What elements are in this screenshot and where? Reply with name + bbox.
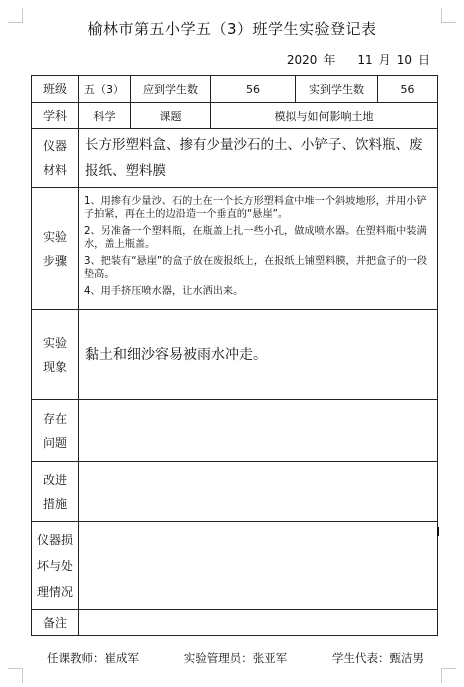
improvements-row <box>32 462 438 522</box>
equipment-label-line-2: 材料 <box>42 163 67 177</box>
manager-signature: 实验管理员：张亚军 <box>183 651 288 665</box>
equipment-label <box>32 129 79 188</box>
damage-label-line-1: 仪器损 <box>36 532 73 547</box>
corner-mark-bottom-left <box>8 668 23 683</box>
improvements-label-line-2: 措施 <box>42 496 67 511</box>
equipment-text: 长方形塑料盒、掺有少量沙石的土、小铲子、饮料瓶、废报纸、塑料膜 <box>79 129 438 188</box>
subject-row <box>32 103 438 129</box>
steps-row <box>32 188 438 310</box>
date-year: 2020 <box>286 53 318 67</box>
phenomenon-label <box>32 310 79 400</box>
class-value: 五（3） <box>79 76 131 103</box>
actual-students-value: 56 <box>378 76 438 103</box>
step-item: 4、用手挤压喷水器，让水洒出来。 <box>84 286 244 297</box>
subject-value: 科学 <box>79 103 131 129</box>
improvements-text <box>79 462 438 522</box>
document-title: 榆林市第五小学五（3）班学生实验登记表 <box>87 20 377 38</box>
remarks-text <box>79 610 438 636</box>
date-month: 11 <box>357 53 373 67</box>
teacher-signature: 任课教师：崔成军 <box>47 651 139 665</box>
signature-footer <box>47 650 424 666</box>
experiment-record-table <box>31 75 438 636</box>
damage-label-line-3: 理情况 <box>36 584 73 599</box>
remarks-label: 备注 <box>32 610 79 636</box>
date-day: 10 <box>396 53 412 67</box>
date-year-unit: 年 <box>323 53 336 67</box>
corner-mark-bottom-right <box>441 668 456 683</box>
step-item: 3、把装有“悬崖”的盒子放在废报纸上，在报纸上铺塑料膜，并把盒子的一段垫高。 <box>84 256 428 280</box>
damage-text <box>79 522 438 610</box>
class-label: 班级 <box>32 76 79 103</box>
problems-text <box>79 400 438 462</box>
improvements-label <box>32 462 79 522</box>
remarks-row <box>32 610 438 636</box>
topic-label: 课题 <box>131 103 211 129</box>
phenomenon-row <box>32 310 438 400</box>
phenomenon-label-line-2: 现象 <box>42 359 67 374</box>
date-line <box>287 51 430 68</box>
actual-students-label: 实到学生数 <box>296 76 378 103</box>
topic-value: 模拟与如何影响土地 <box>211 103 438 129</box>
expected-students-value: 56 <box>211 76 296 103</box>
steps-label <box>32 188 79 310</box>
steps-label-line-2: 步骤 <box>42 253 67 268</box>
steps-label-line-1: 实验 <box>42 229 67 244</box>
step-item: 1、用掺有少量沙、石的土在一个长方形塑料盒中堆一个斜坡地形，并用小铲子拍紧，再在土的边沿造一个垂直的“悬崖”。 <box>84 196 427 220</box>
phenomenon-text: 黏土和细沙容易被雨水冲走。 <box>79 310 438 400</box>
equipment-row <box>32 129 438 188</box>
damage-row <box>32 522 438 610</box>
expected-students-label: 应到学生数 <box>131 76 211 103</box>
date-day-unit: 日 <box>417 53 430 67</box>
equipment-label-line-1: 仪器 <box>42 139 67 153</box>
subject-label: 学科 <box>32 103 79 129</box>
problems-row <box>32 400 438 462</box>
phenomenon-label-line-1: 实验 <box>42 335 67 350</box>
steps-content <box>79 188 438 310</box>
damage-label-line-2: 坏与处 <box>36 558 73 573</box>
class-row <box>32 76 438 103</box>
table-edge-mark <box>437 527 439 536</box>
student-rep-signature: 学生代表：甄洁男 <box>332 651 424 665</box>
problems-label <box>32 400 79 462</box>
problems-label-line-2: 问题 <box>42 435 67 450</box>
step-item: 2、另准备一个塑料瓶，在瓶盖上扎一些小孔，做成喷水器。在塑料瓶中装满水，盖上瓶盖。 <box>84 226 427 250</box>
improvements-label-line-1: 改进 <box>42 472 67 487</box>
damage-label <box>32 522 79 610</box>
problems-label-line-1: 存在 <box>42 411 67 426</box>
date-month-unit: 月 <box>378 53 391 67</box>
